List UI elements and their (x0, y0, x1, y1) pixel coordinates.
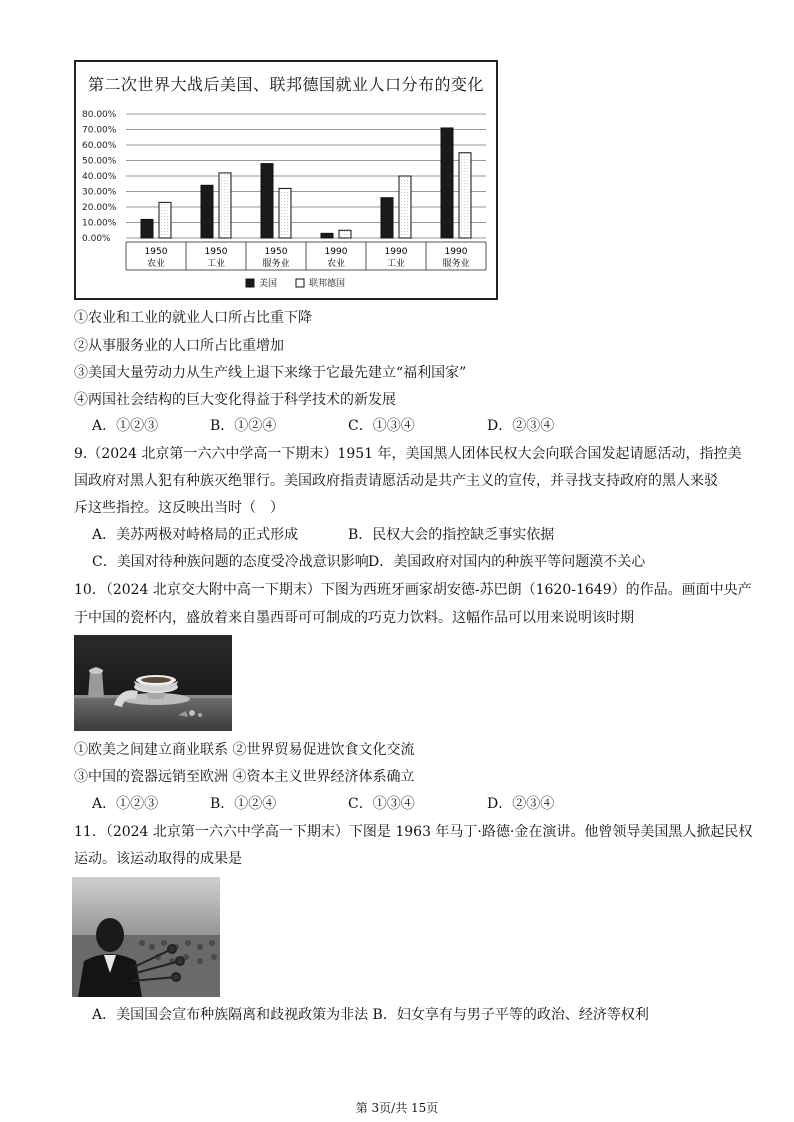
employment-chart (74, 60, 498, 300)
category-year-label: 1990 (444, 247, 468, 257)
y-tick-label: 40.00% (82, 172, 117, 182)
bar-west-germany (279, 188, 291, 238)
q8-option-c[interactable]: C．①③④ (348, 418, 415, 434)
y-tick-label: 80.00% (82, 110, 117, 120)
y-tick-label: 0.00% (82, 234, 111, 244)
bar-usa (201, 185, 213, 238)
bar-west-germany (219, 173, 231, 238)
y-tick-label: 20.00% (82, 203, 117, 213)
bar-usa (321, 233, 333, 238)
q9-option-c[interactable]: C．美国对待种族问题的态度受冷战意识影响 (92, 554, 369, 570)
category-sector-label: 服务业 (442, 259, 470, 269)
mlk-speech-photo (72, 877, 220, 997)
q10-option-a[interactable]: A．①②③ (92, 796, 159, 812)
legend-swatch (296, 279, 304, 287)
bar-west-germany (339, 230, 351, 238)
y-tick-label: 70.00% (82, 125, 117, 136)
q10-option-b[interactable]: B．①②④ (210, 796, 277, 812)
chart-canvas (76, 62, 496, 298)
legend-label: 联邦德国 (309, 279, 346, 289)
q9-stem-line-3: 斥这些指控。这反映出当时（ ） (74, 500, 284, 516)
q10-option-c[interactable]: C．①③④ (348, 796, 415, 812)
q8-option-a[interactable]: A．①②③ (92, 418, 159, 434)
y-tick-label: 50.00% (82, 156, 117, 167)
category-year-label: 1950 (204, 247, 228, 257)
legend-label: 美国 (259, 279, 278, 289)
q11-stem-line-1: 11．（2024 北京第一六六中学高一下期末）下图是 1963 年马丁·路德·金在演讲。他曾领导美国黑人掀起民权 (74, 824, 753, 840)
zurbaran-still-life-image (74, 635, 232, 731)
q8-option-b[interactable]: B．①②④ (210, 418, 277, 434)
category-year-label: 1990 (384, 247, 408, 257)
category-year-label: 1950 (144, 247, 168, 257)
q10-statement-row-1: ①欧美之间建立商业联系 ②世界贸易促进饮食文化交流 (74, 742, 415, 758)
q11-stem-line-2: 运动。该运动取得的成果是 (74, 851, 242, 867)
q10-stem-line-1: 10．（2024 北京交大附中高一下期末）下图为西班牙画家胡安德-苏巴朗（1620-1649）的作品。画面中央产 (74, 582, 752, 598)
bar-usa (441, 128, 453, 238)
bar-usa (381, 198, 393, 238)
page-footer: 第 3页/共 15页 (355, 1101, 439, 1115)
category-sector-label: 服务业 (262, 259, 290, 269)
category-sector-label: 农业 (146, 259, 166, 269)
bar-west-germany (159, 202, 171, 238)
q9-stem-line-1: 9.（2024 北京第一六六中学高一下期末）1951 年，美国黑人团体民权大会向联合国发起请愿活动，指控美 (74, 446, 742, 462)
q9-option-d[interactable]: D．美国政府对国内的种族平等问题漠不关心 (368, 554, 646, 570)
category-sector-label: 工业 (386, 259, 406, 269)
q9-stem-line-2: 国政府对黑人犯有种族灭绝罪行。美国政府指责请愿活动是共产主义的宣传，并寻找支持政府的黑人来驳 (74, 473, 718, 489)
category-year-label: 1990 (324, 247, 348, 257)
q8-statement-4: ④两国社会结构的巨大变化得益于科学技术的新发展 (74, 392, 396, 408)
q9-option-b[interactable]: B．民权大会的指控缺乏事实依据 (348, 527, 555, 543)
category-sector-label: 农业 (326, 259, 346, 269)
bar-usa (261, 164, 273, 238)
q11-options-row[interactable]: A．美国国会宣布种族隔离和歧视政策为非法 B．妇女享有与男子平等的政治、经济等权利 (92, 1007, 649, 1023)
q10-stem-line-2: 于中国的瓷杯内，盛放着来自墨西哥可可制成的巧克力饮料。这幅作品可以用来说明该时期 (74, 610, 634, 626)
category-sector-label: 工业 (206, 259, 226, 269)
bar-west-germany (399, 176, 411, 238)
chart-title: 第二次世界大战后美国、联邦德国就业人口分布的变化 (87, 75, 484, 94)
y-tick-label: 30.00% (82, 187, 117, 198)
legend-swatch (246, 279, 254, 287)
category-year-label: 1950 (264, 247, 288, 257)
q8-statement-1: ①农业和工业的就业人口所占比重下降 (74, 310, 312, 326)
q10-option-d[interactable]: D．②③④ (487, 796, 555, 812)
q8-statement-2: ②从事服务业的人口所占比重增加 (74, 338, 284, 354)
q9-option-a[interactable]: A．美苏两极对峙格局的正式形成 (92, 527, 299, 543)
bar-usa (141, 219, 153, 238)
y-tick-label: 10.00% (82, 218, 117, 229)
q8-statement-3: ③美国大量劳动力从生产线上退下来缘于它最先建立“福利国家” (74, 365, 467, 381)
q10-statement-row-2: ③中国的瓷器远销至欧洲 ④资本主义世界经济体系确立 (74, 769, 415, 785)
y-tick-label: 60.00% (82, 141, 117, 151)
bar-west-germany (459, 153, 471, 238)
q8-option-d[interactable]: D．②③④ (487, 418, 555, 434)
